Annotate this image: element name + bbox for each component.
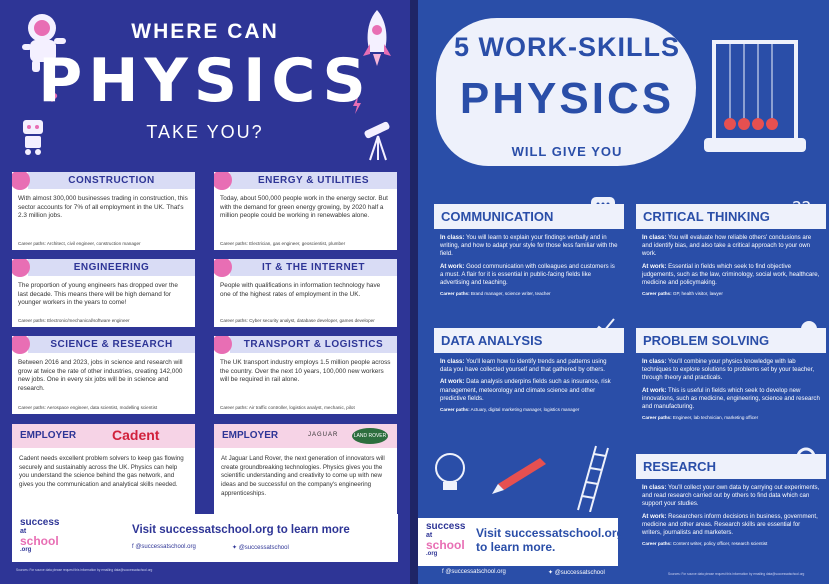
paths-label: Career paths: (642, 415, 672, 421)
logo-line-1: success (426, 521, 466, 532)
card-text: People with qualifications in information technology have one of the highest rates of employment in the UK. (220, 282, 381, 298)
skill-communication (434, 204, 624, 308)
employer-header (12, 424, 195, 448)
card-paths: Career paths: Electrician, gas engineer, geoscientist, plumber (220, 241, 346, 246)
at-work-text: Good communication with colleagues and customers is a must. A flair for it is essential in public-facing fields like advertising and teaching. (440, 262, 615, 287)
employer-text: At Jaguar Land Rover, the next generation of innovators will create groundbreaking technologies. Physics gives you the scientific understanding and creativity to come up with new ideas and be successful on the company's engineering apprenticeships. (221, 455, 385, 497)
card-text: The proportion of young engineers has dropped over the last decade. This means there will be high demand for younger workers in the years to come! (18, 282, 178, 307)
in-class-label: In class: (642, 234, 667, 241)
skill-title: RESEARCH (636, 454, 826, 480)
paths-label: Career paths: (440, 291, 470, 297)
jaguar-logo: JAGUAR (308, 432, 339, 438)
skill-title: COMMUNICATION (434, 204, 624, 230)
in-class-text: You'll collect your own data by carrying out experiments, and read research carried out by others to find data which can support your studies. (642, 484, 820, 508)
card-text: With almost 300,000 businesses trading in construction, this sector accounts for 7% of all employment in the UK. That's 2.3 million jobs. (18, 195, 188, 220)
paths-label: Career paths: (440, 407, 470, 413)
card-energy (214, 172, 397, 250)
logo-line-2: at (20, 528, 27, 535)
in-class-text: You will evaluate how reliable others' conclusions are and identify bias, and also take a critical approach to your own work. (642, 234, 812, 258)
card-paths: Career paths: Aerospace engineer, data scientist, modelling scientist (18, 405, 158, 410)
skill-title: CRITICAL THINKING (636, 204, 826, 230)
skill-body (636, 479, 826, 554)
cadent-logo: Cadent (112, 427, 160, 443)
at-work-label: At work: (642, 386, 667, 394)
at-work-label: At work: (642, 512, 667, 520)
logo-line-4: .org (20, 547, 32, 553)
science-doodles-icon (428, 440, 618, 512)
left-footer (12, 514, 398, 562)
newtons-cradle-icon (694, 30, 814, 160)
card-paths: Career paths: Cyber security analyst, database developer, games developer (220, 318, 375, 323)
card-text: Between 2016 and 2023, jobs in science and research will grow at twice the rate of other industries, creating 142,000 new jobs. One in every six jobs will be in science and research. (18, 359, 183, 392)
card-title: ENERGY & UTILITIES (230, 172, 397, 189)
logo-line-2: at (426, 532, 433, 539)
facebook-text: @successatschool.org (445, 569, 506, 575)
employer-label: EMPLOYER (222, 430, 279, 441)
card-title: IT & THE INTERNET (230, 259, 397, 276)
paths-text: Brand manager, science writer, teacher (469, 291, 551, 297)
at-work-text: Data analysis underpins fields such as insurance, risk management, meteorology and climate science and other predictive fields. (440, 378, 611, 402)
card-paths: Career paths: Architect, civil engineer, construction manager (18, 241, 141, 246)
at-work-text: Researchers inform decisions in business, government, medicine and other areas. Research skills are essential for writers, journalists and marketers. (642, 512, 818, 537)
twitter-text: @successatschool (554, 570, 605, 576)
employer-label: EMPLOYER (20, 430, 77, 441)
paths-text: Content writer, policy officer, research scientist (671, 541, 768, 547)
facebook-handle[interactable] (132, 544, 196, 550)
twitter-handle[interactable] (548, 569, 605, 576)
in-class-text: You'll combine your physics knowledge with lab techniques to explore solutions to problems set by your teacher, through theory and practicals. (642, 358, 815, 382)
card-paths: Career paths: Electronic/mechanical/software engineer (18, 318, 130, 323)
title-take-you: TAKE YOU? (146, 122, 264, 142)
card-text: The UK transport industry employs 1.5 million people across the country. Over the next 10 years, 100,000 new workers will be required in rail alone. (220, 359, 391, 384)
at-work-label: At work: (642, 262, 667, 270)
paths-text: Engineer, lab technician, marketing officer (671, 415, 759, 421)
skill-title: PROBLEM SOLVING (636, 328, 826, 354)
title-will-give-you: WILL GIVE YOU (511, 144, 623, 159)
website-link[interactable]: Visit successatschool.org to learn more. (476, 526, 624, 555)
success-at-school-logo (426, 522, 465, 557)
skill-body (636, 353, 826, 430)
skill-research (636, 454, 826, 554)
employer-cadent (12, 424, 195, 524)
title-where-can: WHERE CAN (131, 20, 279, 43)
in-class-text: You will learn to explain your findings verbally and in writing, and how to adapt your style for those less familiar with the field. (440, 234, 618, 258)
employer-header (214, 424, 397, 448)
card-paths: Career paths: Air traffic controller, logistics analyst, mechanic, pilot (220, 405, 355, 410)
twitter-text: @successatschool (238, 545, 289, 551)
card-construction (12, 172, 195, 250)
in-class-label: In class: (440, 358, 465, 365)
twitter-icon: ✦ (548, 570, 555, 576)
card-it-internet (214, 259, 397, 327)
right-poster (418, 0, 829, 584)
card-text: Today, about 500,000 people work in the energy sector. But with the demand for green energy growing, by 2020 half a million people could be working in renewables alone. (220, 195, 388, 220)
employer-jlr (214, 424, 397, 524)
skill-body (636, 229, 826, 306)
logo-line-1: success (20, 517, 60, 528)
success-at-school-logo (20, 518, 59, 553)
at-work-label: At work: (440, 378, 465, 386)
card-title: ENGINEERING (28, 259, 195, 276)
logo-line-3: school (20, 534, 59, 548)
logo-line-4: .org (426, 551, 438, 557)
card-title: CONSTRUCTION (28, 172, 195, 189)
logo-line-3: school (426, 538, 465, 552)
skill-problem-solving (636, 328, 826, 434)
skill-body (434, 229, 624, 306)
card-science-research (12, 336, 195, 414)
facebook-icon: f (132, 544, 136, 550)
at-work-label: At work: (440, 262, 465, 270)
at-work-text: Essential in fields which seek to find objective judgements, such as the law, criminology, social work, healthcare, medicine and policymaking. (642, 262, 820, 287)
right-social-bar (418, 566, 829, 584)
skill-critical-thinking (636, 204, 826, 308)
in-class-label: In class: (642, 484, 667, 491)
title-physics: PHYSICS (459, 74, 675, 123)
card-engineering (12, 259, 195, 327)
paths-text: Actuary, digital marketing manager, logistics manager (469, 407, 580, 413)
twitter-icon: ✦ (232, 545, 239, 551)
twitter-handle[interactable] (232, 544, 289, 551)
title-physics: PHYSICS (38, 46, 372, 116)
skill-title: DATA ANALYSIS (434, 328, 624, 354)
skill-data-analysis (434, 328, 624, 434)
page-gutter (410, 0, 418, 584)
title-work-skills: 5 WORK-SKILLS (454, 32, 680, 62)
card-title: TRANSPORT & LOGISTICS (230, 336, 397, 353)
in-class-text: You'll learn how to identify trends and patterns using data you have collected yourself and that gathered by others. (440, 358, 607, 374)
facebook-text: @successatschool.org (135, 544, 196, 550)
in-class-label: In class: (440, 234, 465, 241)
right-footer (418, 518, 624, 566)
right-sources: Sources: For source data please request this information by emailing data@successatschool.org (668, 572, 805, 576)
paths-label: Career paths: (642, 291, 672, 297)
left-poster (0, 0, 410, 584)
employer-text: Cadent needs excellent problem solvers to keep gas flowing securely and sustainably across the UK. Physics can help you understand the science behind the gas network, and gives you the communication and analytical skills needed. (19, 455, 184, 489)
card-transport (214, 336, 397, 414)
land-rover-logo: LAND ROVER (352, 428, 388, 444)
skill-body (434, 353, 624, 421)
website-link[interactable]: Visit successatschool.org to learn more (132, 524, 350, 536)
paths-label: Career paths: (642, 541, 672, 547)
facebook-icon: f (442, 569, 446, 575)
in-class-label: In class: (642, 358, 667, 365)
facebook-handle[interactable] (442, 569, 506, 575)
at-work-text: This is useful in fields which seek to develop new innovations, such as medicine, engineering, science and research and manufacturing. (642, 386, 820, 411)
left-sources: Sources: For source data please request this information by emailing data@successatschool.org (16, 568, 153, 572)
paths-text: GP, health visitor, lawyer (671, 291, 723, 297)
card-title: SCIENCE & RESEARCH (28, 336, 195, 353)
